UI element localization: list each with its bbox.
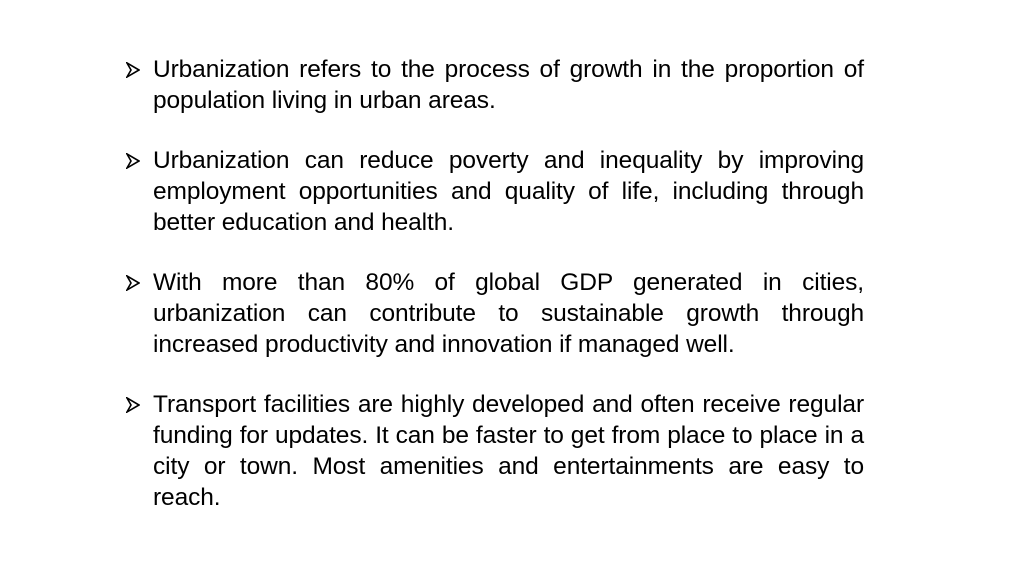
arrowhead-bullet-icon (126, 267, 142, 298)
bullet-text: With more than 80% of global GDP generated in cities, urbanization can contribute to sustainable growth through increased productivity and innovation if managed well. (153, 269, 864, 358)
bullet-text: Urbanization can reduce poverty and inequality by improving employment opportunities and quality of life, including through better education and health. (153, 147, 864, 236)
arrowhead-bullet-icon (126, 389, 142, 420)
bullet-item-transport-facilities (126, 389, 864, 513)
bullet-list (126, 54, 864, 542)
bullet-text: Transport facilities are highly developed and often receive regular funding for updates. It can be faster to get from place to place in a city or town. Most amenities and entertainments are easy to reach. (153, 391, 864, 511)
bullet-item-urbanization-definition (126, 54, 864, 116)
bullet-item-poverty-reduction (126, 145, 864, 238)
arrowhead-bullet-icon (126, 145, 142, 176)
bullet-text: Urbanization refers to the process of growth in the proportion of population living in urban areas. (153, 56, 864, 114)
bullet-item-gdp-growth (126, 267, 864, 360)
arrowhead-bullet-icon (126, 54, 142, 85)
